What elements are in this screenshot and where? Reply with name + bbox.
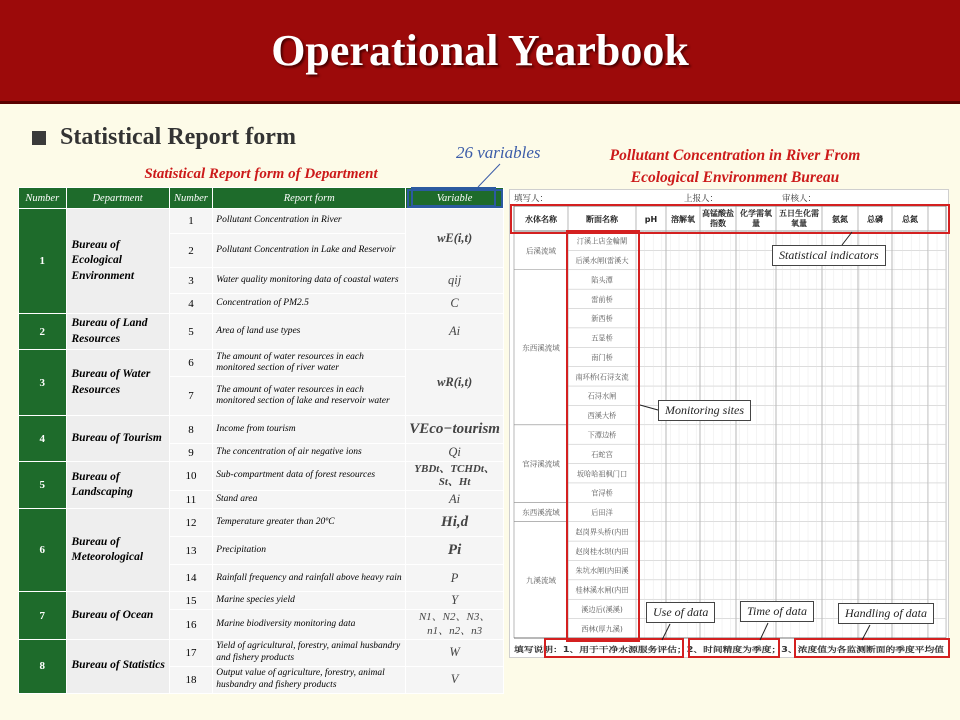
group-number: 6 xyxy=(19,509,67,592)
form-site-name: 坂哈哈祖枫门口 xyxy=(576,469,628,479)
form-top-label: 上报人： xyxy=(684,194,719,204)
variables-note: 26 variables xyxy=(456,143,541,162)
form-site-name: 石蛇宫 xyxy=(591,449,613,459)
variable: C xyxy=(406,294,504,314)
header-variable: Variable xyxy=(406,188,504,209)
report-form: Pollutant Concentration in River xyxy=(213,209,406,234)
form-site-name: 南环桥(石浔支流 xyxy=(575,372,629,382)
callout-statistical-indicators: Statistical indicators xyxy=(772,245,886,266)
form-site-name: 赵岗界头桥(内田 xyxy=(575,527,629,537)
header-number-2: Number xyxy=(169,188,213,209)
variable: wR(i,t) xyxy=(406,350,504,416)
row-number: 8 xyxy=(169,416,213,444)
report-form: Sub-compartment data of forest resources xyxy=(213,462,406,491)
report-form: Income from tourism xyxy=(213,416,406,444)
report-form: Output value of agriculture, forestry, animal husbandry and fishery products xyxy=(213,666,406,693)
form-column-header: 总氮 xyxy=(902,215,918,224)
row-number: 1 xyxy=(169,209,213,234)
form-site-name: 五显桥 xyxy=(591,333,613,343)
row-number: 11 xyxy=(169,491,213,509)
department-name: Bureau of Tourism xyxy=(66,416,169,462)
form-site-name: 雷前桥 xyxy=(591,294,613,304)
form-footer-note: 填写说明：1、用于干净水源服务评估；2、时间精度为季度；3、浓度值为各监测断面的季度平均值 xyxy=(514,645,849,654)
callout-handling-of-data: Handling of data xyxy=(838,603,934,624)
department-name: Bureau of Ecological Environment xyxy=(66,209,169,314)
row-number: 2 xyxy=(169,234,213,268)
form-site-name: 石浔水闸 xyxy=(587,391,617,401)
department-name: Bureau of Statistics xyxy=(66,639,169,693)
form-column-header: 氨氮 xyxy=(832,215,848,224)
report-form: Rainfall frequency and rainfall above heavy rain xyxy=(213,565,406,592)
form-column-header: 溶解氧 xyxy=(671,215,695,224)
report-form: Precipitation xyxy=(213,537,406,565)
row-number: 14 xyxy=(169,565,213,592)
left-caption: Statistical Report form of Department xyxy=(144,166,378,182)
variables-leader xyxy=(478,164,500,187)
report-form: Stand area xyxy=(213,491,406,509)
group-number: 2 xyxy=(19,314,67,350)
form-column-header: 量 xyxy=(752,219,760,228)
report-form: Area of land use types xyxy=(213,314,406,350)
row-number: 10 xyxy=(169,462,213,491)
row-number: 13 xyxy=(169,537,213,565)
right-caption-line2: Ecological Environment Bureau xyxy=(630,168,840,186)
row-number: 18 xyxy=(169,666,213,693)
variable: VEco−tourism xyxy=(406,416,504,444)
group-number: 3 xyxy=(19,350,67,416)
form-site-name: 陷头潭 xyxy=(591,275,613,285)
department-name: Bureau of Ocean xyxy=(66,592,169,639)
variable-line1: YBDt、TCHDt、 xyxy=(414,463,495,475)
form-column-header: 指数 xyxy=(710,219,726,228)
variable-line1: N1、N2、N3、 xyxy=(418,611,491,624)
variable: Ai xyxy=(406,491,504,509)
report-form: Pollutant Concentration in Lake and Reservoir xyxy=(213,234,406,268)
slide-title: Operational Yearbook xyxy=(271,26,689,75)
monitoring-leader xyxy=(640,405,658,410)
form-site-name: 后溪水闸(雷溪大 xyxy=(575,256,629,266)
header-report-form: Report form xyxy=(213,188,406,209)
right-caption-line1: Pollutant Concentration in River From xyxy=(609,147,861,164)
form-site-name: 赵岗桂水坝(内田 xyxy=(575,546,629,556)
callout-monitoring-sites: Monitoring sites xyxy=(658,400,751,421)
report-form: The amount of water resources in each monitored section of river water xyxy=(213,350,406,377)
variable: P xyxy=(406,565,504,592)
group-number: 8 xyxy=(19,639,67,693)
form-column-header: 总磷 xyxy=(867,215,883,224)
form-basin-name: 后溪流域 xyxy=(526,246,556,256)
variable: wE(i,t) xyxy=(406,209,504,268)
form-site-name: 后田洋 xyxy=(591,508,613,518)
variable: V xyxy=(406,666,504,693)
row-number: 15 xyxy=(169,592,213,610)
handling-leader xyxy=(862,625,870,640)
row-number: 16 xyxy=(169,610,213,639)
variable-line2: St、Ht xyxy=(438,476,471,489)
form-site-name: 朱坑水闸(内田溪 xyxy=(575,566,629,576)
department-name: Bureau of Water Resources xyxy=(66,350,169,416)
form-site-name: 下潭边桥 xyxy=(587,430,617,440)
variable: qij xyxy=(406,268,504,294)
form-column-header: 氧量 xyxy=(791,219,807,228)
variable: Qi xyxy=(406,444,504,462)
report-form: Yield of agricultural, forestry, animal husbandry and fishery products xyxy=(213,639,406,666)
group-number: 5 xyxy=(19,462,67,509)
report-form: Marine biodiversity monitoring data xyxy=(213,610,406,639)
department-name: Bureau of Landscaping xyxy=(66,462,169,509)
report-form: Temperature greater than 20ºC xyxy=(213,509,406,537)
callout-use-of-data: Use of data xyxy=(646,602,715,623)
form-basin-name: 东西溪流域 xyxy=(522,508,560,518)
variable: Ai xyxy=(406,314,504,350)
department-name: Bureau of Meteorological xyxy=(66,509,169,592)
header-department: Department xyxy=(66,188,169,209)
form-column-header: 化学需氧 xyxy=(740,209,772,218)
form-site-name: 新西桥 xyxy=(591,314,613,324)
subtitle-text: Statistical Report form xyxy=(60,124,296,150)
group-number: 4 xyxy=(19,416,67,462)
variable-line2: n1、n2、n3 xyxy=(427,624,483,637)
time-leader xyxy=(760,623,768,640)
department-name: Bureau of Land Resources xyxy=(66,314,169,350)
form-site-name: 汀溪上店金輪閘 xyxy=(576,236,628,246)
group-number: 1 xyxy=(19,209,67,314)
form-site-name: 桂林溪水闸(内田 xyxy=(575,585,629,595)
form-site-name: 官浔桥 xyxy=(591,488,613,498)
report-form: The amount of water resources in each monitored section of lake and reservoir water xyxy=(213,377,406,416)
form-column-header: 断面名称 xyxy=(586,215,618,224)
form-site-name: 西林(厚九溪) xyxy=(581,624,623,634)
statistical-leader xyxy=(842,232,852,245)
variable: Y xyxy=(406,592,504,610)
row-number: 17 xyxy=(169,639,213,666)
form-basin-name: 九溪流域 xyxy=(526,575,556,585)
row-number: 12 xyxy=(169,509,213,537)
form-top-label: 审核人： xyxy=(782,194,817,204)
variable: Hi,d xyxy=(406,509,504,537)
form-site-name: 溪边后(溪溪) xyxy=(581,604,623,614)
variable: W xyxy=(406,639,504,666)
form-column-header: 五日生化需 xyxy=(779,209,819,218)
group-number: 7 xyxy=(19,592,67,639)
form-basin-name: 东西溪流域 xyxy=(522,343,560,353)
row-number: 3 xyxy=(169,268,213,294)
report-form: Concentration of PM2.5 xyxy=(213,294,406,314)
callout-time-of-data: Time of data xyxy=(740,601,814,622)
form-column-header: 水体名称 xyxy=(525,215,557,224)
form-column-header: pH xyxy=(644,215,658,224)
form-site-name: 西溪大桥 xyxy=(587,411,617,421)
form-basin-name: 官浔溪流域 xyxy=(522,459,560,469)
row-number: 9 xyxy=(169,444,213,462)
report-form: Marine species yield xyxy=(213,592,406,610)
report-form: The concentration of air negative ions xyxy=(213,444,406,462)
row-number: 5 xyxy=(169,314,213,350)
row-number: 4 xyxy=(169,294,213,314)
form-site-name: 南门桥 xyxy=(591,352,613,362)
form-top-label: 填写人： xyxy=(514,194,549,204)
row-number: 7 xyxy=(169,377,213,416)
header-number: Number xyxy=(19,188,67,209)
report-form: Water quality monitoring data of coastal waters xyxy=(213,268,406,294)
row-number: 6 xyxy=(169,350,213,377)
variable: Pi xyxy=(406,537,504,565)
use-leader xyxy=(662,624,670,640)
form-column-header: 高锰酸盐 xyxy=(702,209,734,218)
